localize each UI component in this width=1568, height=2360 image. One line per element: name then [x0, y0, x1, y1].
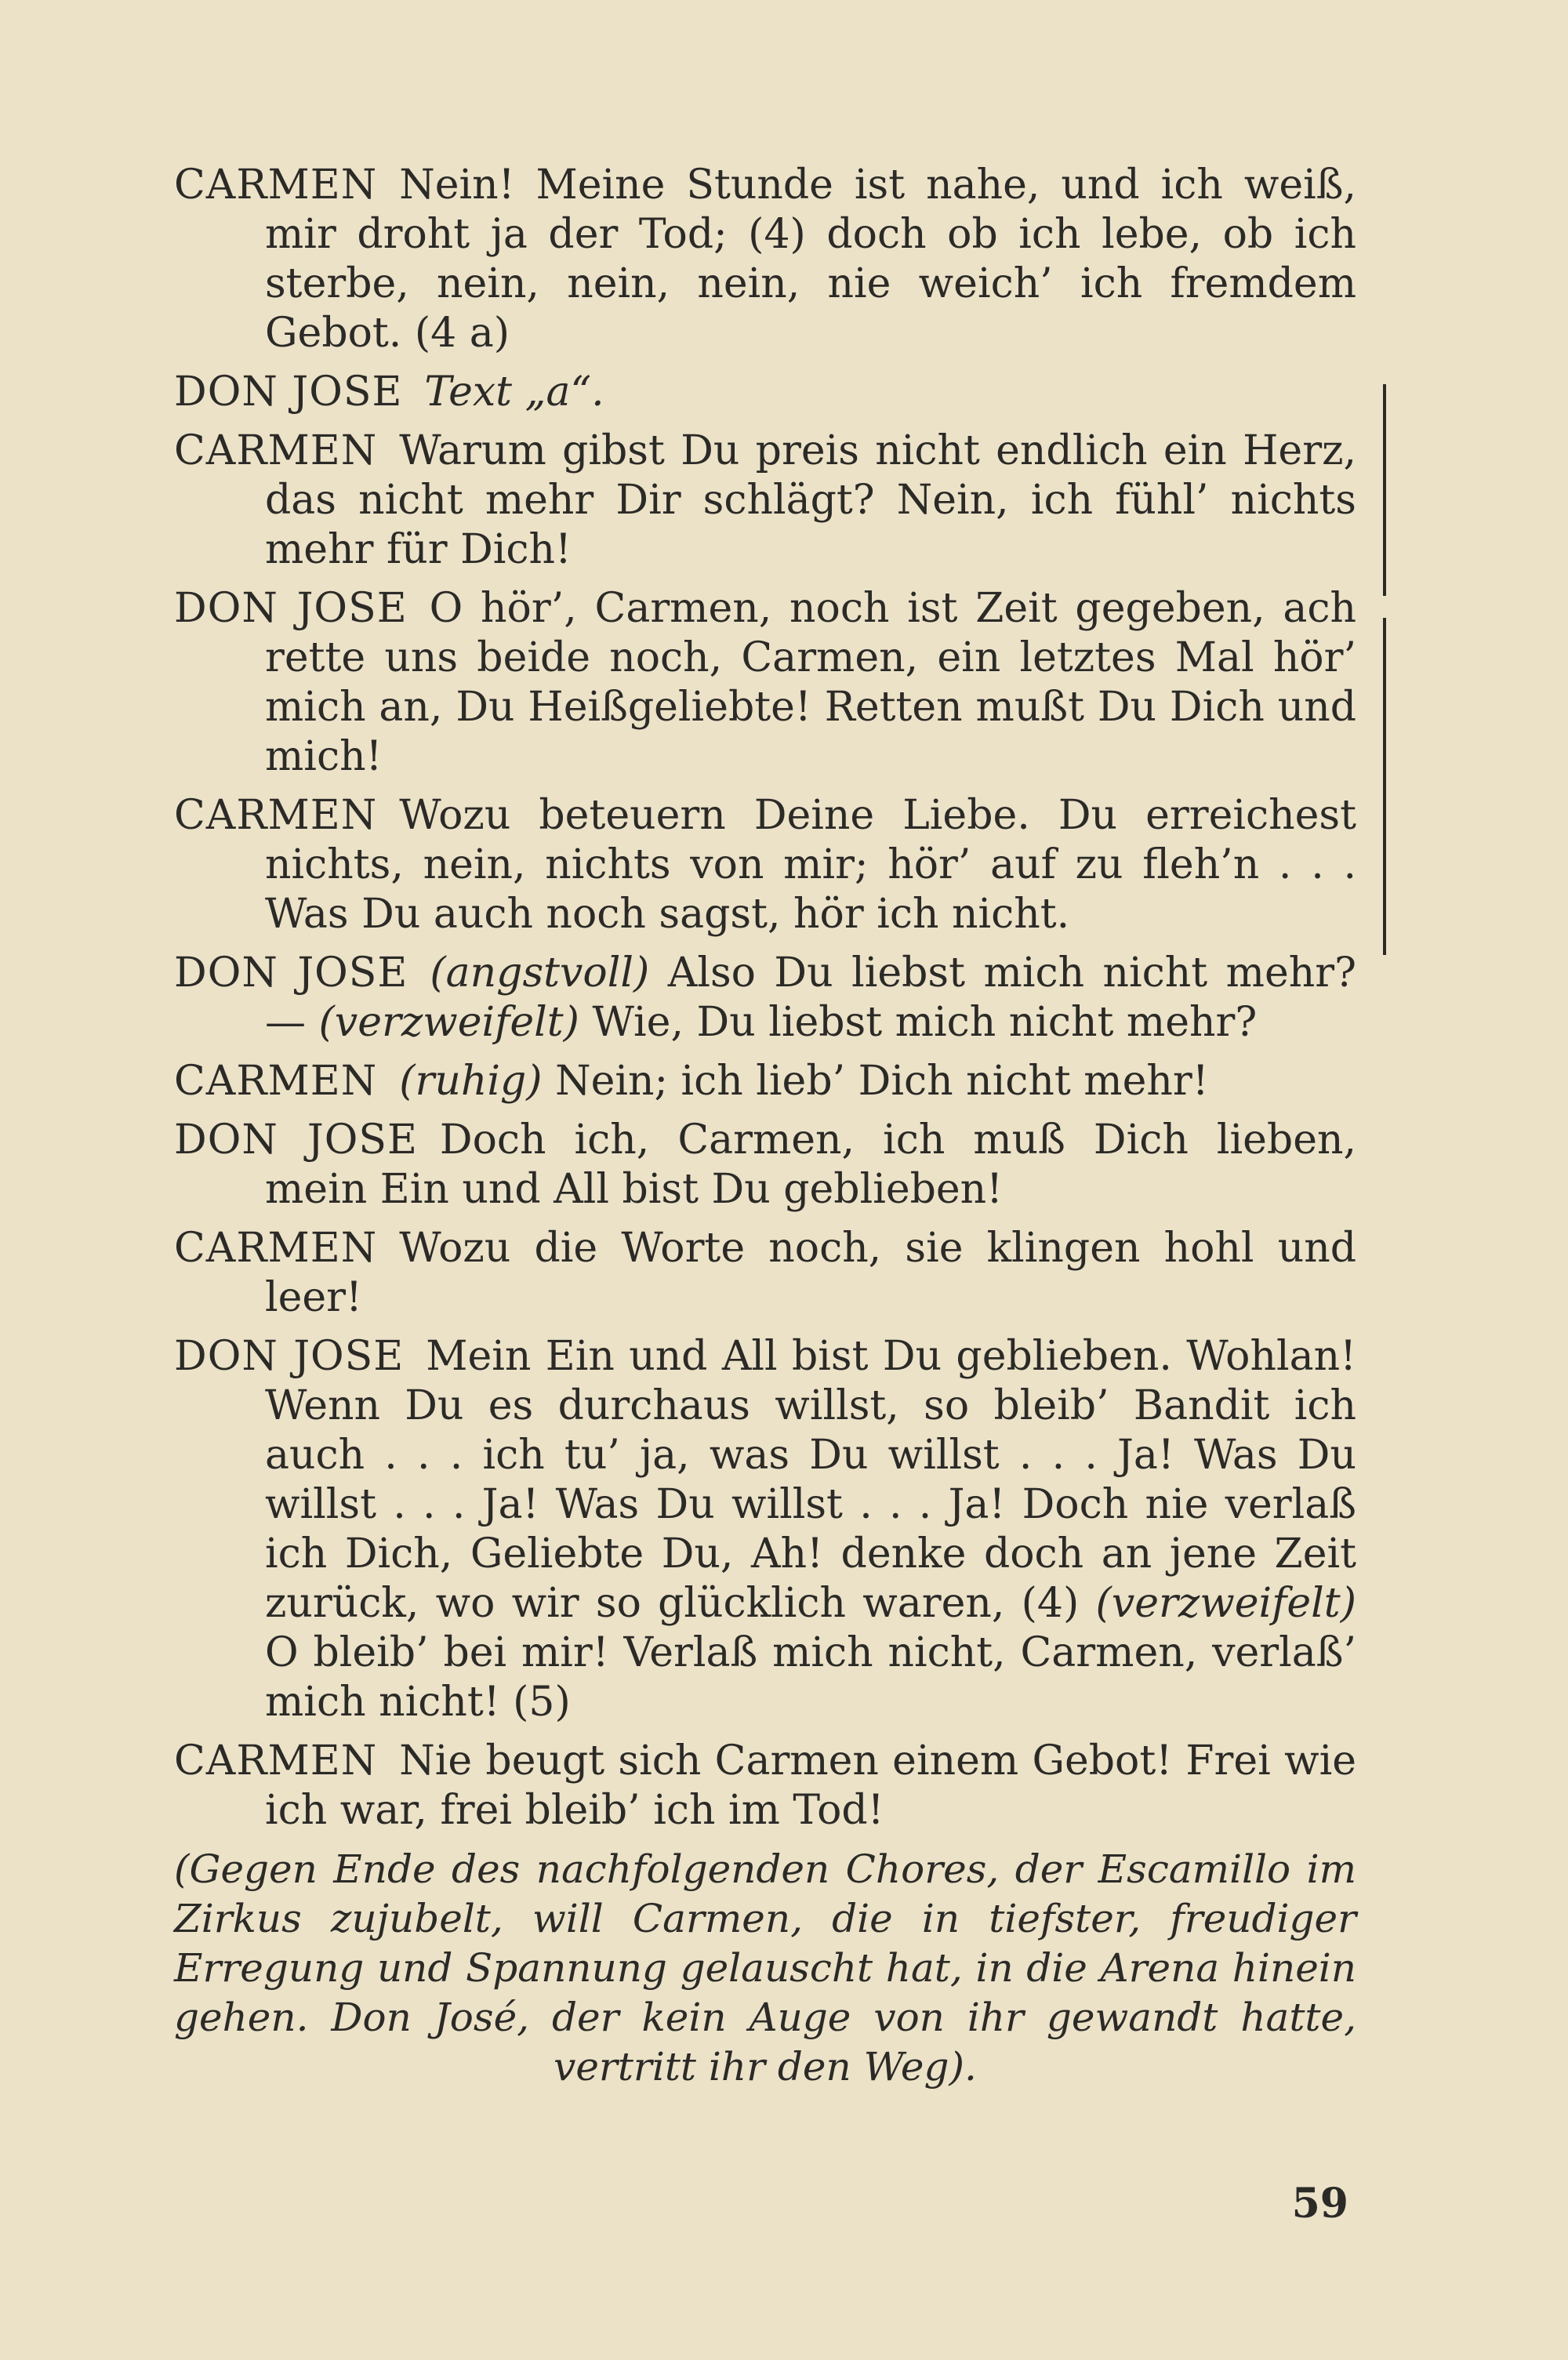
- dialogue-don-jose-4: [174, 1116, 1356, 1214]
- libretto-text: [174, 161, 1356, 2092]
- stage-note: (verzweifelt): [318, 999, 579, 1046]
- speaker-name: DON JOSE: [174, 1116, 418, 1164]
- speaker-name: DON JOSE: [174, 949, 408, 997]
- dialogue-text: Nie beugt sich Carmen einem Gebot! Frei wie ich war, frei bleib’ ich im Tod!: [265, 1737, 1356, 1834]
- speaker-name: DON JOSE: [174, 369, 403, 416]
- dialogue-carmen-3: [174, 791, 1356, 939]
- dialogue-don-jose-2: [174, 584, 1356, 782]
- dialogue-text: Also Du liebst mich nicht mehr? —: [265, 949, 1356, 1046]
- speaker-name: DON JOSE: [174, 585, 408, 632]
- dialogue-text: Warum gibst Du preis nicht endlich ein Herz, das nicht mehr Dir schlägt? Nein, ich fühl’ nichts mehr für Dich!: [265, 427, 1356, 573]
- dialogue-don-jose-3: [174, 949, 1356, 1047]
- dialogue-text: Wie, Du liebst mich nicht mehr?: [592, 999, 1258, 1046]
- speaker-name: DON JOSE: [174, 1333, 405, 1380]
- speaker-name: CARMEN: [174, 1737, 378, 1785]
- margin-bracket: [1377, 618, 1386, 955]
- dialogue-carmen-5: [174, 1224, 1356, 1323]
- dialogue-text: Doch ich, Carmen, ich muß Dich lieben, mein Ein und All bist Du geblieben!: [265, 1116, 1356, 1213]
- dialogue-text: Wozu beteuern Deine Liebe. Du erreichest nichts, nein, nichts von mir; hör’ auf zu fleh’n . . . Was Du auch noch sagst, hör ich nicht.: [265, 792, 1356, 938]
- dialogue-text: O hör’, Carmen, noch ist Zeit gegeben, ach rette uns beide noch, Carmen, ein letztes Mal hör’ mich an, Du Heißgeliebte! Retten mußt Du Dich und mich!: [265, 585, 1356, 780]
- dialogue-text: Nein; ich lieb’ Dich nicht mehr!: [555, 1058, 1209, 1105]
- dialogue-carmen-1: [174, 161, 1356, 358]
- speaker-name: CARMEN: [174, 162, 378, 209]
- dialogue-text: O bleib’ bei mir! Verlaß mich nicht, Carmen, verlaß’ mich nicht! (5): [265, 1629, 1356, 1726]
- dialogue-carmen-2: [174, 427, 1356, 575]
- dialogue-carmen-4: [174, 1057, 1356, 1106]
- dialogue-don-jose-1: [174, 368, 1356, 417]
- stage-note: (verzweifelt): [1095, 1580, 1356, 1627]
- dialogue-text: Mein Ein und All bist Du geblieben. Wohlan! Wenn Du es durchaus willst, so bleib’ Bandit ich auch . . . ich tu’ ja, was Du willst . . . Ja! Was Du willst . . . Ja! Was Du willst . . . Ja! Doch nie verlaß ich Dich, Geliebte Du, Ah! denke doch an jene Zeit zurück, wo wir so glücklich waren, (4): [265, 1333, 1356, 1627]
- speaker-name: CARMEN: [174, 1225, 378, 1272]
- speaker-name: CARMEN: [174, 792, 378, 839]
- dialogue-text: Nein! Meine Stunde ist nahe, und ich weiß, mir droht ja der Tod; (4) doch ob ich lebe, ob ich sterbe, nein, nein, nein, nie weich’ ich fremdem Gebot. (4 a): [265, 162, 1356, 357]
- stage-note: (angstvoll): [430, 949, 650, 997]
- page-number: 59: [1291, 2180, 1348, 2227]
- speaker-name: CARMEN: [174, 1058, 378, 1105]
- margin-bracket: [1377, 384, 1386, 596]
- stage-direction: (Gegen Ende des nachfolgenden Chores, der Escamillo im Zirkus zujubelt, will Carmen, die in tiefster, freudiger Erregung und Spannung gelauscht hat, in die Arena hinein gehen. Don José, der kein Auge von ihr gewandt hatte, vertritt ihr den Weg).: [174, 1846, 1356, 2090]
- dialogue-don-jose-5: [174, 1332, 1356, 1727]
- dialogue-carmen-6: [174, 1737, 1356, 1835]
- speaker-name: CARMEN: [174, 427, 378, 474]
- dialogue-text: Wozu die Worte noch, sie klingen hohl und leer!: [265, 1225, 1356, 1321]
- stage-note: (ruhig): [399, 1058, 543, 1105]
- stage-note: Text „a“.: [424, 369, 604, 416]
